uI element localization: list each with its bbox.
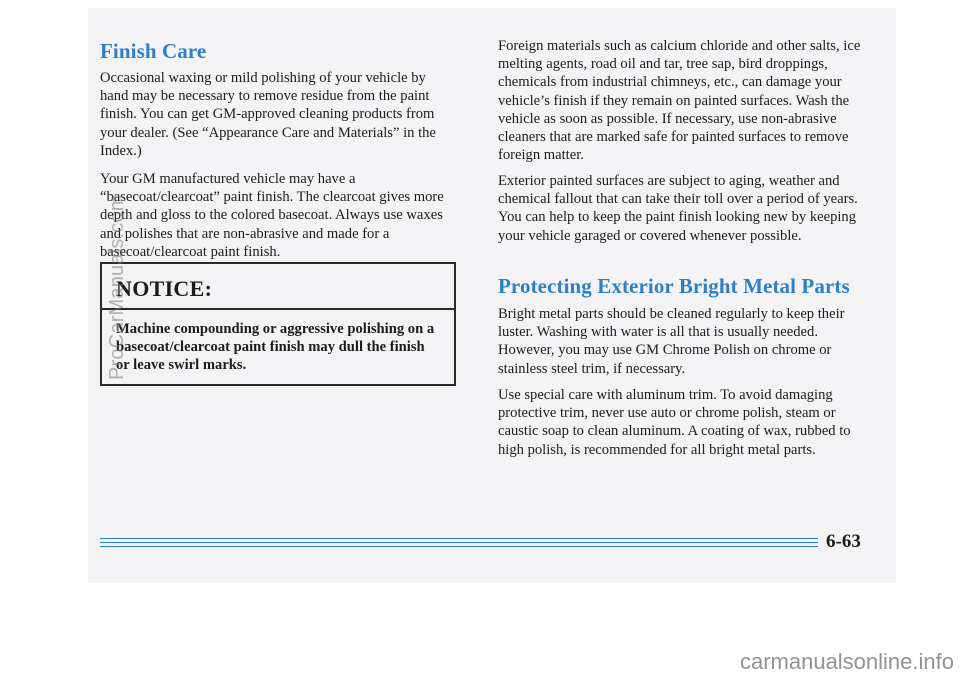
finish-care-title: Finish Care (100, 39, 207, 63)
bright-metal-paragraph-1: Bright metal parts should be cleaned regularly to keep their luster. Washing with water is all that is usually needed. However, you may use GM Chrome Polish on chrome or stainless steel trim, if necessary. (498, 306, 845, 377)
bottom-watermark: carmanualsonline.info (739, 649, 954, 674)
notice-box (100, 262, 456, 386)
side-watermark: ProCarManuals.com (106, 194, 128, 380)
footer-rule (100, 538, 818, 548)
finish-care-paragraph-1: Occasional waxing or mild polishing of your vehicle by hand may be necessary to remove residue from the paint finish. You can get GM-approved cleaning products from your dealer. (See “Appearance Care and Materials” in the Index.) (100, 70, 436, 159)
exterior-aging-paragraph: Exterior painted surfaces are subject to aging, weather and chemical fallout that can take their toll over a period of years. You can help to keep the paint finish looking new by keeping your vehicle garaged or covered whenever possible. (498, 173, 858, 244)
bright-metal-paragraph-2: Use special care with aluminum trim. To avoid damaging protective trim, never use auto or chrome polish, steam or caustic soap to clean aluminum. A coating of wax, rubbed to high polish, is recommended for all bright metal parts. (498, 387, 851, 458)
page-number: 6-63 (826, 531, 861, 552)
finish-care-paragraph-2: Your GM manufactured vehicle may have a “basecoat/clearcoat” paint finish. The clearcoat gives more depth and gloss to the colored basecoat. Always use waxes and polishes that are non-abrasive and made for a basecoat/clearcoat paint finish. (100, 171, 444, 260)
notice-header (102, 264, 454, 310)
notice-title: NOTICE: (116, 276, 213, 301)
bright-metal-title: Protecting Exterior Bright Metal Parts (498, 274, 850, 298)
foreign-materials-paragraph: Foreign materials such as calcium chloride and other salts, ice melting agents, road oil and tar, tree sap, bird droppings, chemicals from industrial chimneys, etc., can damage your vehicle’s finish if they remain on painted surfaces. Wash the vehicle as soon as possible. If necessary, use non-abrasive cleaners that are marked safe for painted surfaces to remove foreign matter. (498, 38, 861, 164)
notice-body: Machine compounding or aggressive polishing on a basecoat/clearcoat paint finish may dull the finish or leave swirl marks. (116, 321, 435, 374)
